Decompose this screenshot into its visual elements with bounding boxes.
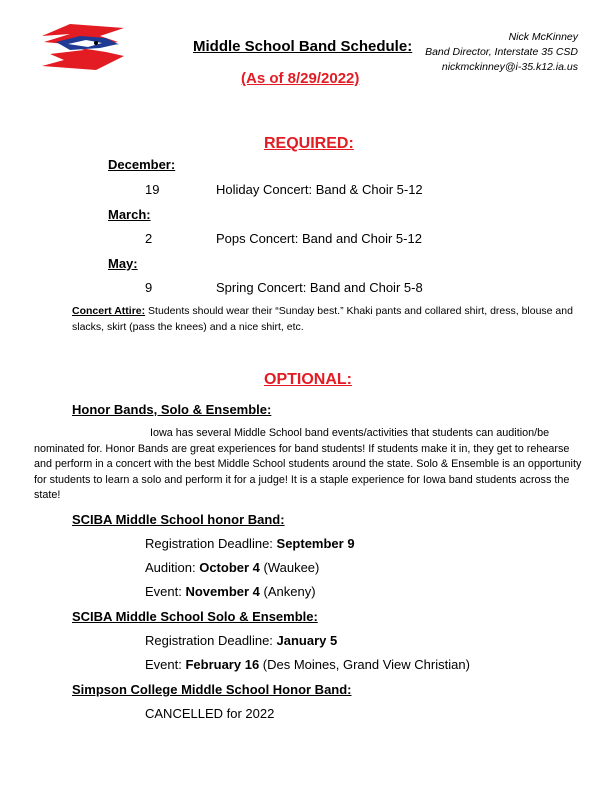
- concert-attire-label: Concert Attire:: [72, 305, 146, 317]
- optional-heading: OPTIONAL:: [264, 371, 352, 388]
- list-item: [145, 536, 355, 551]
- item-label: Registration Deadline:: [145, 633, 277, 648]
- contact-role: Band Director, Interstate 35 CSD: [425, 46, 578, 58]
- event-description: Spring Concert: Band and Choir 5-8: [216, 280, 423, 295]
- school-logo-icon: [40, 22, 126, 74]
- honor-bands-heading: Honor Bands, Solo & Ensemble:: [72, 402, 272, 417]
- item-date: February 16: [185, 657, 260, 672]
- item-label: Audition:: [145, 560, 200, 575]
- event-description: Holiday Concert: Band & Choir 5-12: [216, 182, 423, 197]
- item-date: October 4: [199, 560, 260, 575]
- event-day: 9: [145, 280, 153, 295]
- item-date: November 4: [185, 584, 260, 599]
- sciba-honor-band-heading: SCIBA Middle School honor Band:: [72, 512, 285, 527]
- page-title: Middle School Band Schedule:: [193, 38, 413, 55]
- event-day: 19: [145, 182, 160, 197]
- list-item: [145, 633, 337, 648]
- item-label: Event:: [145, 584, 186, 599]
- item-label: Event:: [145, 657, 186, 672]
- event-row: [145, 280, 565, 296]
- contact-block: [425, 30, 578, 75]
- item-location: (Ankeny): [259, 584, 316, 599]
- month-march: March:: [108, 207, 151, 222]
- sciba-solo-ensemble-heading: SCIBA Middle School Solo & Ensemble:: [72, 609, 318, 624]
- event-description: Pops Concert: Band and Choir 5-12: [216, 231, 422, 246]
- list-item: [145, 657, 470, 672]
- concert-attire-note: [72, 303, 582, 335]
- event-row: [145, 182, 565, 198]
- list-item: [145, 560, 319, 575]
- item-label: CANCELLED for 2022: [145, 706, 275, 721]
- event-day: 2: [145, 231, 153, 246]
- item-location: (Des Moines, Grand View Christian): [259, 657, 470, 672]
- item-date: January 5: [276, 633, 338, 648]
- honor-bands-description: Iowa has several Middle School band events/activities that students can audition/be nominated for. Honor Bands are great experiences for band students! If students make it in, they get to rehearse and perform in a concert with the best Middle School students around the state. Solo & Ensemble is an opportunity for students to learn a solo and perform it for a judge! It is a staple experience for Iowa band students across the state!: [34, 427, 582, 501]
- item-date: September 9: [276, 536, 355, 551]
- simpson-honor-band-heading: Simpson College Middle School Honor Band:: [72, 682, 352, 697]
- item-label: Registration Deadline:: [145, 536, 277, 551]
- month-december: December:: [108, 157, 176, 172]
- list-item: [145, 584, 316, 599]
- list-item: [145, 706, 274, 721]
- item-location: (Waukee): [259, 560, 320, 575]
- concert-attire-text: Students should wear their “Sunday best.” Khaki pants and collared shirt, dress, blouse and slacks, skirt (pass the knees) and a nice shirt, etc.: [72, 305, 573, 333]
- event-row: [145, 231, 565, 247]
- required-heading: REQUIRED:: [264, 135, 354, 152]
- as-of-date: (As of 8/29/2022): [241, 70, 360, 87]
- contact-email: nickmckinney@i-35.k12.ia.us: [441, 61, 578, 73]
- month-may: May:: [108, 256, 138, 271]
- contact-name: Nick McKinney: [508, 31, 578, 43]
